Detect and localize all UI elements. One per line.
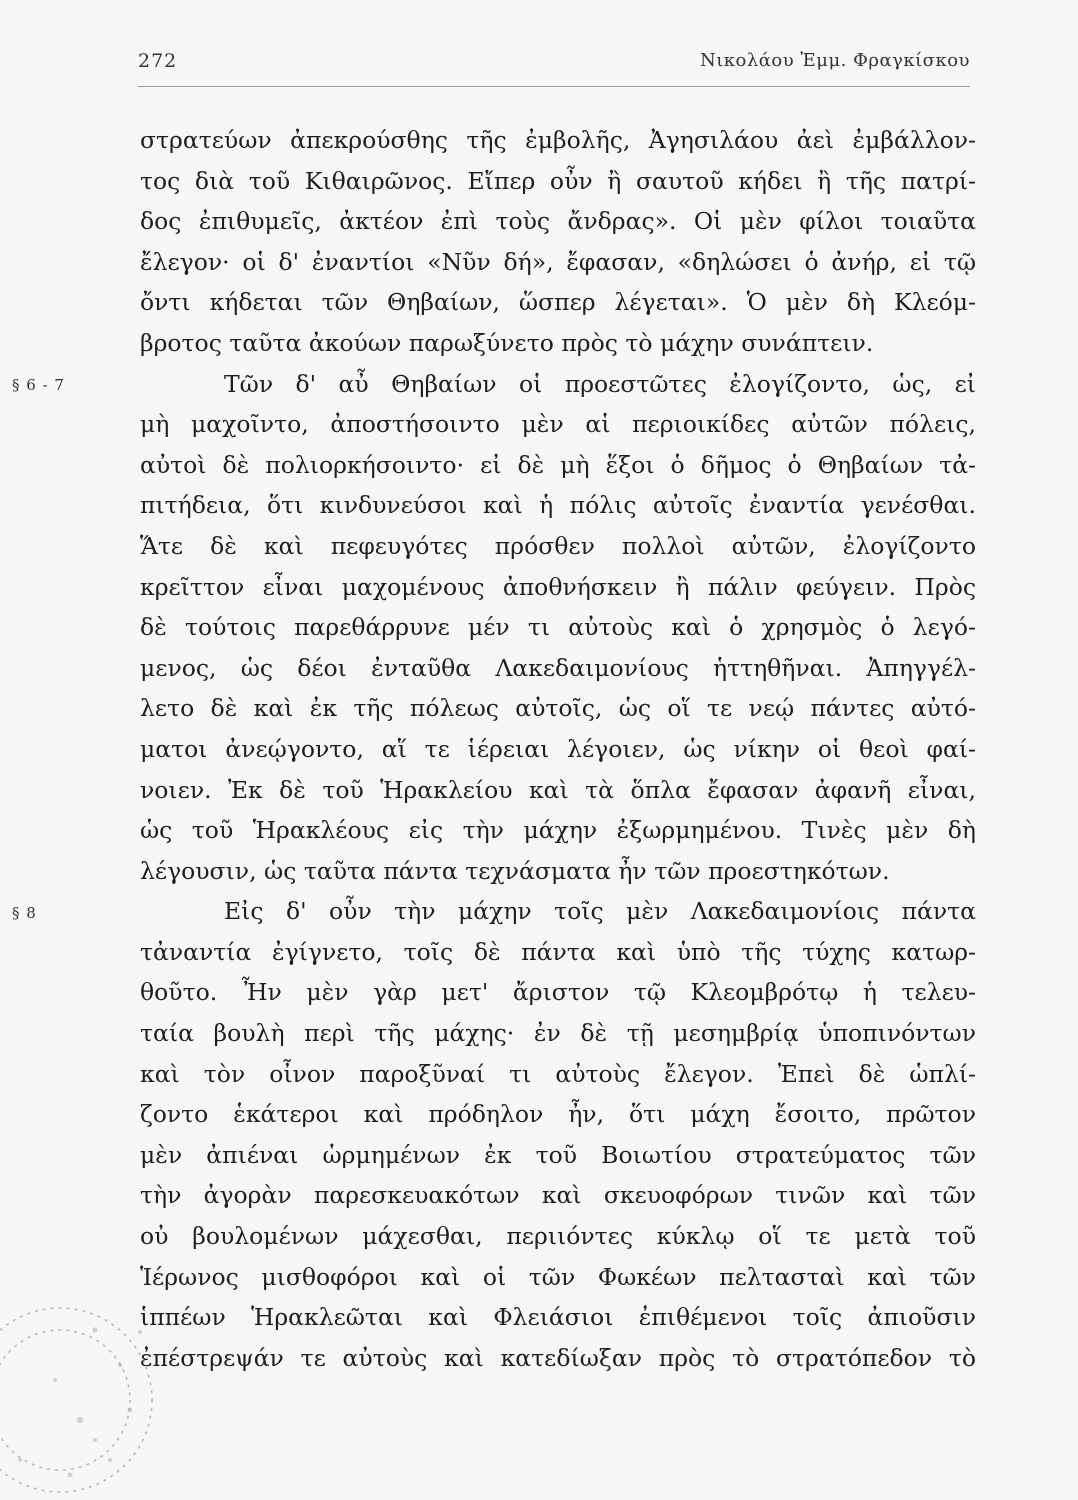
text-line: μὴ μαχοῖντο, ἀποστήσοιντο μὲν αἱ περιοικίδες αὐτῶν πόλεις, — [140, 410, 976, 439]
text-line: Τῶν δ' αὖ Θηβαίων οἱ προεστῶτες ἐλογίζοντο, ὡς, εἰ — [224, 369, 976, 398]
text-line: βροτος ταῦτα ἀκούων παρωξύνετο πρὸς τὸ μάχην συνάπτειν. — [140, 328, 874, 357]
text-line: Εἰς δ' οὖν τὴν μάχην τοῖς μὲν Λακεδαιμονίοις πάντα — [224, 897, 976, 926]
text-line: μὲν ἀπιέναι ὡρμημένων ἐκ τοῦ Βοιωτίου στρατεύματος τῶν — [140, 1140, 976, 1169]
text-line: οὐ βουλομένων μάχεσθαι, περιιόντες κύκλῳ οἵ τε μετὰ τοῦ — [140, 1222, 976, 1251]
text-line: πιτήδεια, ὅτι κινδυνεύσοι καὶ ἡ πόλις αὐτοῖς ἐναντία γενέσθαι. — [140, 491, 976, 520]
text-line: ταία βουλὴ περὶ τῆς μάχης· ἐν δὲ τῇ μεσημβρίᾳ ὑποπινόντων — [140, 1019, 976, 1048]
faded-library-stamp — [0, 1270, 180, 1500]
text-line: ὄντι κήδεται τῶν Θηβαίων, ὥσπερ λέγεται». Ὁ μὲν δὴ Κλεόμ- — [140, 288, 976, 317]
text-line: ἐπέστρεψάν τε αὐτοὺς καὶ κατεδίωξαν πρὸς τὸ στρατόπεδον τὸ — [140, 1343, 976, 1372]
page-number: 272 — [138, 50, 178, 72]
text-line: δος ἐπιθυμεῖς, ἀκτέον ἐπὶ τοὺς ἄνδρας». Οἱ μὲν φίλοι τοιαῦτα — [140, 207, 976, 236]
text-line: Ἅτε δὲ καὶ πεφευγότες πρόσθεν πολλοὶ αὐτῶν, ἐλογίζοντο — [140, 531, 976, 560]
margin-note-section-8: § 8 — [12, 904, 37, 922]
text-line: τἀναντία ἐγίγνετο, τοῖς δὲ πάντα καὶ ὑπὸ τῆς τύχης κατωρ- — [140, 937, 976, 966]
text-line: μενος, ὡς δέοι ἐνταῦθα Λακεδαιμονίους ἡττηθῆναι. Ἀπηγγέλ- — [140, 653, 976, 682]
text-line: αὐτοὶ δὲ πολιορκήσοιντο· εἰ δὲ μὴ ἕξοι ὁ δῆμος ὁ Θηβαίων τἀ- — [140, 450, 976, 479]
text-line: Ἱέρωνος μισθοφόροι καὶ οἱ τῶν Φωκέων πελτασταὶ καὶ τῶν — [140, 1262, 976, 1291]
text-line: τὴν ἀγορὰν παρεσκευακότων καὶ σκευοφόρων τινῶν καὶ τῶν — [140, 1181, 976, 1210]
text-line: στρατεύων ἀπεκρούσθης τῆς ἐμβολῆς, Ἀγησιλάου ἀεὶ ἐμβάλλον- — [140, 126, 976, 154]
text-line: ζοντο ἑκάτεροι καὶ πρόδηλον ἦν, ὅτι μάχη ἔσοιτο, πρῶτον — [140, 1100, 976, 1129]
text-line: νοιεν. Ἐκ δὲ τοῦ Ἡρακλείου καὶ τὰ ὅπλα ἔφασαν ἀφανῆ εἶναι, — [140, 775, 976, 804]
text-line: κρεῖττον εἶναι μαχομένους ἀποθνήσκειν ἢ πάλιν φεύγειν. Πρὸς — [140, 572, 976, 601]
text-line: ἔλεγον· οἱ δ' ἐναντίοι «Νῦν δή», ἔφασαν, «δηλώσει ὁ ἀνήρ, εἰ τῷ — [140, 247, 976, 276]
body-text — [12, 120, 976, 1378]
text-line: δὲ τούτοις παρεθάρρυνε μέν τι αὐτοὺς καὶ ὁ χρησμὸς ὁ λεγό- — [140, 613, 976, 642]
text-line: λετο δὲ καὶ ἐκ τῆς πόλεως αὐτοῖς, ὡς οἵ τε νεῴ πάντες αὐτό- — [140, 694, 976, 723]
text-line: τος διὰ τοῦ Κιθαιρῶνος. Εἴπερ οὖν ἢ σαυτοῦ κήδει ἢ τῆς πατρί- — [140, 166, 976, 195]
margin-note-section-6-7: § 6 - 7 — [12, 376, 65, 394]
text-line: θοῦτο. Ἦν μὲν γὰρ μετ' ἄριστον τῷ Κλεομβρότῳ ἡ τελευ- — [140, 978, 976, 1007]
running-head: Νικολάου Ἐμμ. Φραγκίσκου — [699, 50, 970, 71]
page-header — [138, 50, 970, 87]
text-line: ματοι ἀνεῴγοντο, αἵ τε ἱέρειαι λέγοιεν, ὡς νίκην οἱ θεοὶ φαί- — [140, 734, 976, 763]
text-line: ὡς τοῦ Ἡρακλέους εἰς τὴν μάχην ἐξωρμημένου. Τινὲς μὲν δὴ — [140, 816, 976, 845]
text-line: λέγουσιν, ὡς ταῦτα πάντα τεχνάσματα ἦν τῶν προεστηκότων. — [140, 856, 890, 885]
text-line: ἱππέων Ἡρακλεῶται καὶ Φλειάσιοι ἐπιθέμενοι τοῖς ἀπιοῦσιν — [140, 1303, 976, 1332]
text-line: καὶ τὸν οἶνον παροξῦναί τι αὐτοὺς ἔλεγον. Ἐπεὶ δὲ ὡπλί- — [140, 1059, 976, 1088]
